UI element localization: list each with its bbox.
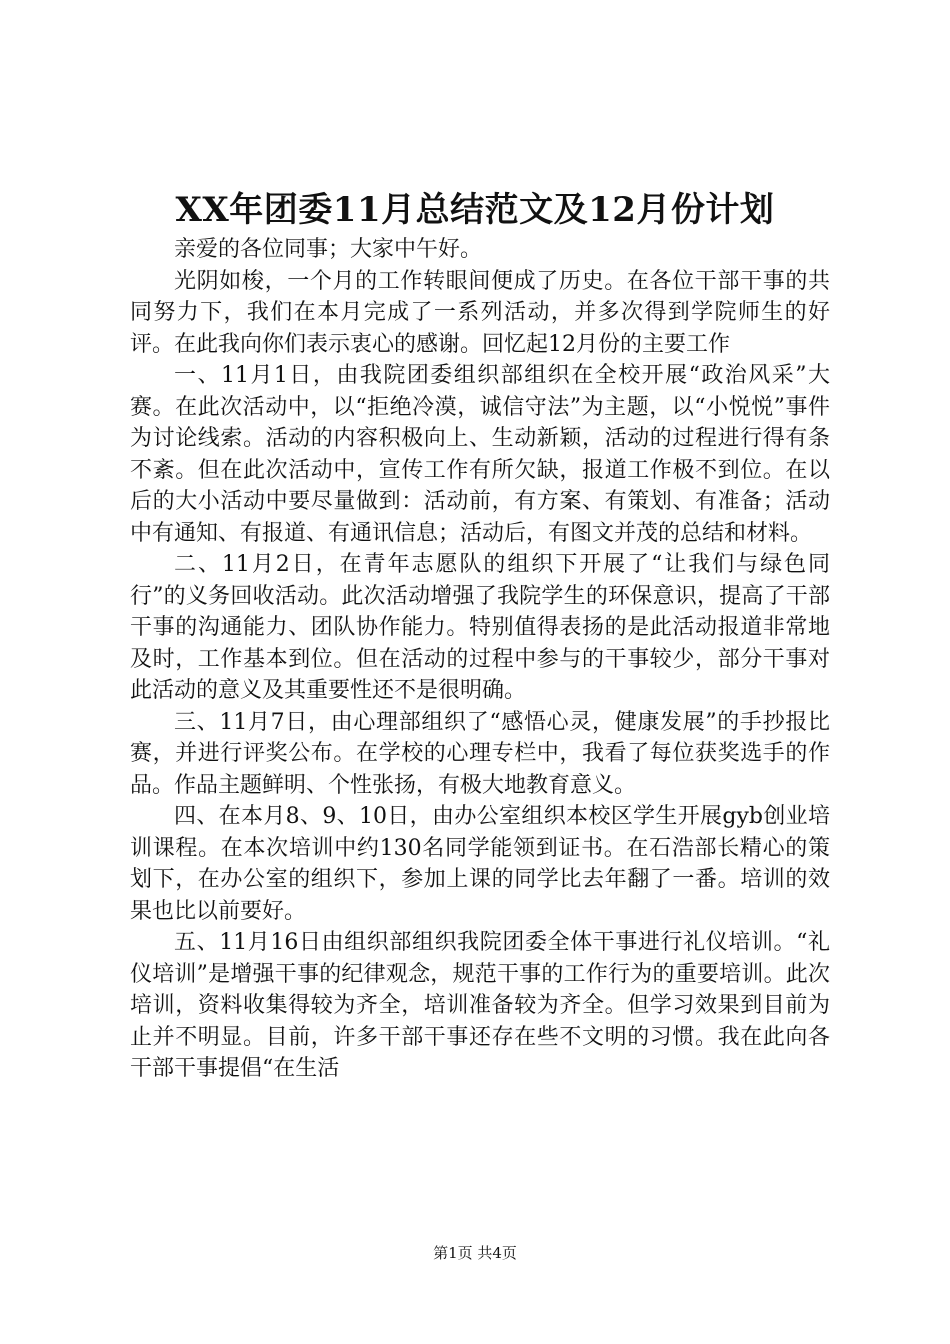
item-paragraph-4: 四、在本月8、9、10日，由办公室组织本校区学生开展gyb创业培训课程。在本次培训中约130名同学能领到证书。在石浩部长精心的策划下，在办公室的组织下，参加上课的同学比去年翻了一番。培训的效果也比以前要好。 [130,804,830,924]
intro-paragraph: 光阴如梭，一个月的工作转眼间便成了历史。在各位干部干事的共同努力下，我们在本月完成了一系列活动，并多次得到学院师生的好评。在此我向你们表示衷心的感谢。回忆起12月份的主要工作 [130,268,830,357]
item-paragraph-3: 三、11月7日，由心理部组织了“感悟心灵，健康发展”的手抄报比赛，并进行评奖公布。在学校的心理专栏中，我看了每位获奖选手的作品。作品主题鲜明、个性张扬，有极大地教育意义。 [130,709,830,798]
item-paragraph-5: 五、11月16日由组织部组织我院团委全体干事进行礼仪培训。“礼仪培训”是增强干事的纪律观念，规范干事的工作行为的重要培训。此次培训，资料收集得较为齐全，培训准备较为齐全。但学习效果到目前为止并不明显。目前，许多干部干事还存在些不文明的习惯。我在此向各干部干事提倡“在生活 [130,930,830,1081]
page-title: XX年团委11月总结范文及12月份计划 [175,190,775,230]
item-paragraph-2: 二、11月2日，在青年志愿队的组织下开展了“让我们与绿色同行”的义务回收活动。此次活动增强了我院学生的环保意识，提高了干部干事的沟通能力、团队协作能力。特别值得表扬的是此活动报道非常地及时，工作基本到位。但在活动的过程中参与的干事较少，部分干事对此活动的意义及其重要性还不是很明确。 [130,552,830,703]
greeting-paragraph: 亲爱的各位同事；大家中午好。 [174,237,483,262]
item-paragraph-1: 一、11月1日，由我院团委组织部组织在全校开展“政治风采”大赛。在此次活动中，以“拒绝冷漠，诚信守法”为主题，以“小悦悦”事件为讨论线索。活动的内容积极向上、生动新颖，活动的过程进行得有条不紊。但在此次活动中，宣传工作有所欠缺，报道工作极不到位。在以后的大小活动中要尽量做到：活动前，有方案、有策划、有准备；活动中有通知、有报道、有通讯信息；活动后，有图文并茂的总结和材料。 [130,363,830,546]
page-footer: 第1页 共4页 [433,1244,517,1262]
document-body [130,234,830,1085]
